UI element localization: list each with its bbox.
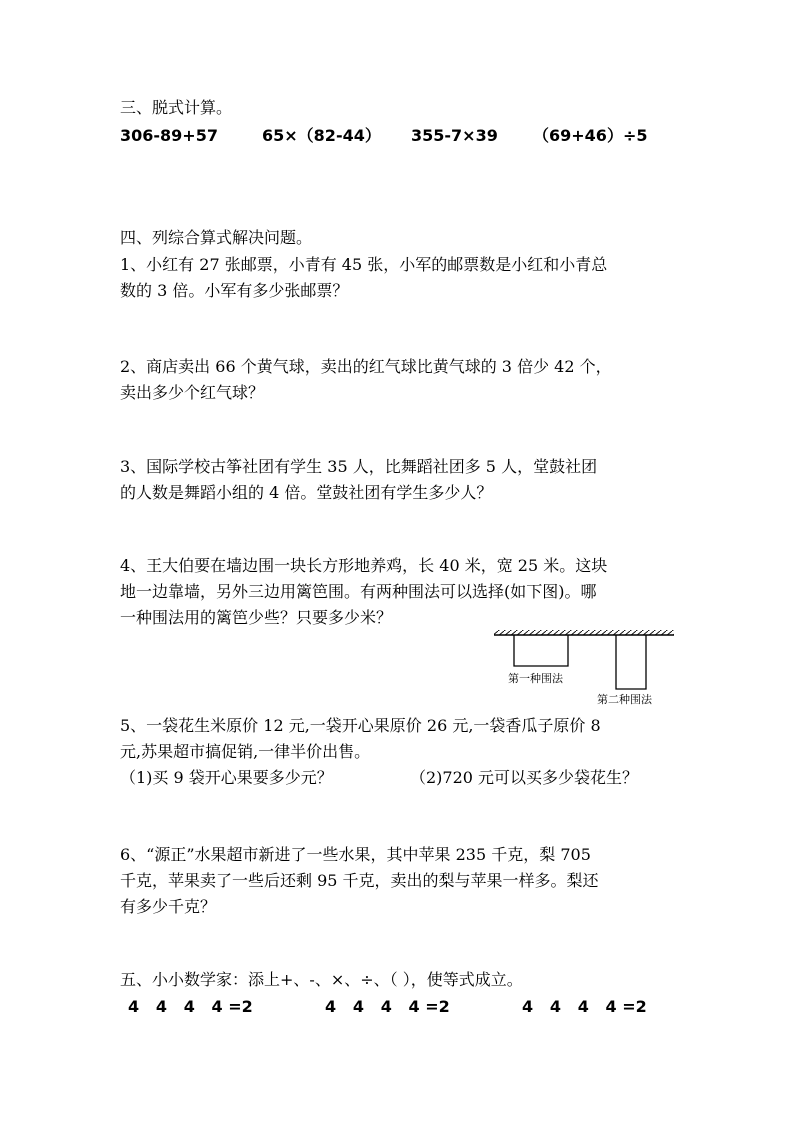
- q2-line-1: 2、商店卖出 66 个黄气球，卖出的红气球比黄气球的 3 倍少 42 个，: [120, 357, 612, 376]
- q6-line-1: 6、“源正”水果超市新进了一些水果，其中苹果 235 千克，梨 705: [120, 845, 591, 864]
- q4-line-1: 4、王大伯要在墙边围一块长方形地养鸡，长 40 米，宽 25 米。这块: [120, 556, 608, 575]
- q1-line-1: 1、小红有 27 张邮票，小青有 45 张，小军的邮票数是小红和小青总: [120, 255, 608, 274]
- q4-line-2: 地一边靠墙，另外三边用篱笆围。有两种围法可以选择(如下图)。哪: [120, 582, 597, 601]
- expression-4: （69+46）÷5: [533, 126, 648, 145]
- q2-line-2: 卖出多少个红气球？: [120, 383, 265, 402]
- fence-method-1: [514, 635, 568, 666]
- equation-2: 4 4 4 4 =2: [325, 997, 450, 1016]
- fence-method-2: [616, 635, 646, 689]
- q6-line-3: 有多少千克？: [120, 897, 217, 916]
- q6-line-2: 千克，苹果卖了一些后还剩 95 千克，卖出的梨与苹果一样多。梨还: [120, 871, 599, 890]
- q1-line-2: 数的 3 倍。小军有多少张邮票？: [120, 281, 349, 300]
- section-3-title: 三、脱式计算。: [120, 98, 233, 117]
- expression-3: 355-7×39: [411, 126, 498, 145]
- expression-row: [0, 126, 793, 146]
- section-5-title: 五、小小数学家：添上+、-、×、÷、（ ），使等式成立。: [120, 970, 523, 989]
- equation-1: 4 4 4 4 =2: [128, 997, 253, 1016]
- q5-line-1: 5、一袋花生米原价 12 元,一袋开心果原价 26 元,一袋香瓜子原价 8: [120, 716, 601, 735]
- q3-line-2: 的人数是舞蹈小组的 4 倍。堂鼓社团有学生多少人？: [120, 483, 493, 502]
- caption-method-2: 第二种围法: [597, 693, 652, 706]
- wall-hatching: [494, 630, 674, 635]
- q3-line-1: 3、国际学校古筝社团有学生 35 人，比舞蹈社团多 5 人，堂鼓社团: [120, 457, 598, 476]
- q5-sub-1: （1)买 9 袋开心果要多少元？: [120, 768, 333, 787]
- expression-2: 65×（82-44）: [262, 126, 381, 145]
- section-4-title: 四、列综合算式解决问题。: [120, 228, 313, 247]
- caption-method-1: 第一种围法: [508, 672, 563, 685]
- q5-sub-2: （2)720 元可以买多少袋花生？: [410, 768, 639, 787]
- q4-line-3: 一种围法用的篱笆少些？只要多少米？: [120, 608, 393, 627]
- q5-line-2: 元,苏果超市搞促销,一律半价出售。: [120, 742, 371, 761]
- expression-1: 306-89+57: [120, 126, 218, 145]
- equation-3: 4 4 4 4 =2: [522, 997, 647, 1016]
- equation-row: [0, 997, 793, 1017]
